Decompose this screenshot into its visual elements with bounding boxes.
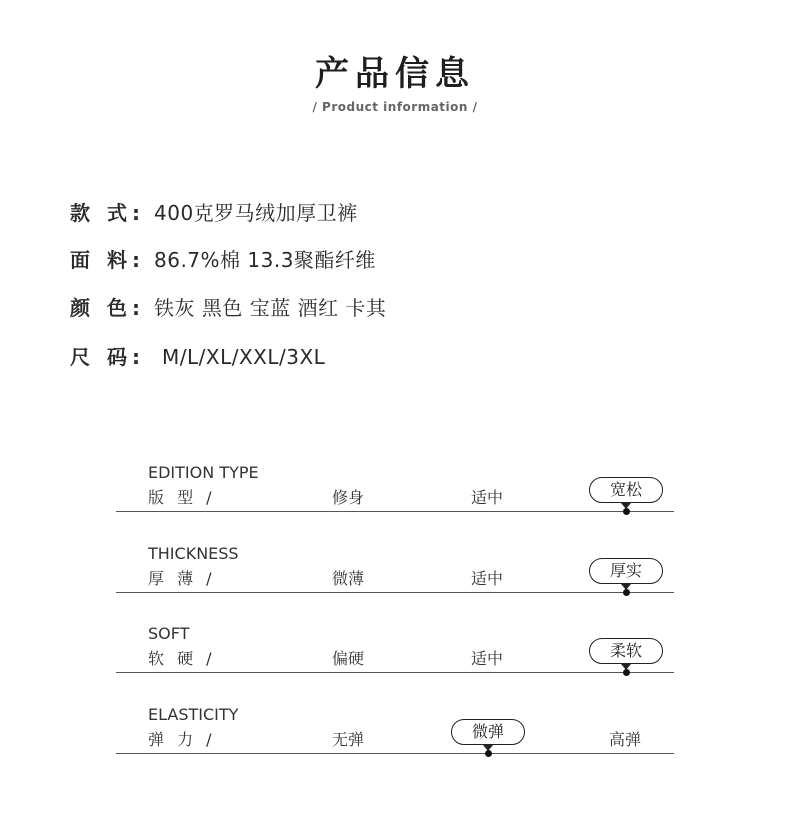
attribute-option: 适中 [470, 569, 503, 588]
scale-rule [116, 511, 674, 512]
selection-dot-icon [623, 589, 630, 596]
attribute-label-en: SOFT [148, 624, 190, 643]
attribute-option-selected: 宽松 [589, 477, 663, 503]
attribute-row-edition-type [0, 463, 790, 543]
spec-key: 面 料: [70, 248, 145, 272]
spec-value: M/L/XL/XXL/3XL [162, 345, 326, 369]
attribute-label-en: THICKNESS [148, 544, 239, 563]
attribute-row-thickness [0, 544, 790, 624]
attribute-option: 高弹 [608, 730, 641, 749]
spec-key: 款 式: [70, 201, 145, 225]
attribute-row-elasticity [0, 705, 790, 785]
attribute-label-cn: 厚 薄 / [148, 569, 216, 588]
page-title: 产品信息 [315, 54, 475, 94]
attribute-label-cn: 版 型 / [148, 488, 216, 507]
attribute-option: 修身 [331, 488, 364, 507]
attribute-option: 无弹 [331, 730, 364, 749]
scale-rule [116, 592, 674, 593]
scale-rule [116, 672, 674, 673]
attribute-label-cn: 弹 力 / [148, 730, 216, 749]
attribute-option: 微薄 [331, 569, 364, 588]
spec-value: 铁灰 黑色 宝蓝 酒红 卡其 [154, 296, 387, 320]
selection-dot-icon [485, 750, 492, 757]
attribute-option: 适中 [470, 649, 503, 668]
attribute-option: 适中 [470, 488, 503, 507]
page-subtitle: / Product information / [312, 100, 478, 114]
spec-key: 尺 码: [70, 345, 145, 369]
selection-dot-icon [623, 508, 630, 515]
scale-rule [116, 753, 674, 754]
attribute-option-selected: 柔软 [589, 638, 663, 664]
attribute-option-selected: 厚实 [589, 558, 663, 584]
spec-key: 颜 色: [70, 296, 145, 320]
attribute-option: 偏硬 [331, 649, 364, 668]
attribute-row-soft [0, 624, 790, 704]
spec-value: 400克罗马绒加厚卫裤 [154, 201, 358, 225]
selection-dot-icon [623, 669, 630, 676]
attribute-label-en: ELASTICITY [148, 705, 239, 724]
attribute-label-en: EDITION TYPE [148, 463, 259, 482]
attribute-label-cn: 软 硬 / [148, 649, 216, 668]
attribute-option-selected: 微弹 [451, 719, 525, 745]
spec-value: 86.7%棉 13.3聚酯纤维 [154, 248, 376, 272]
